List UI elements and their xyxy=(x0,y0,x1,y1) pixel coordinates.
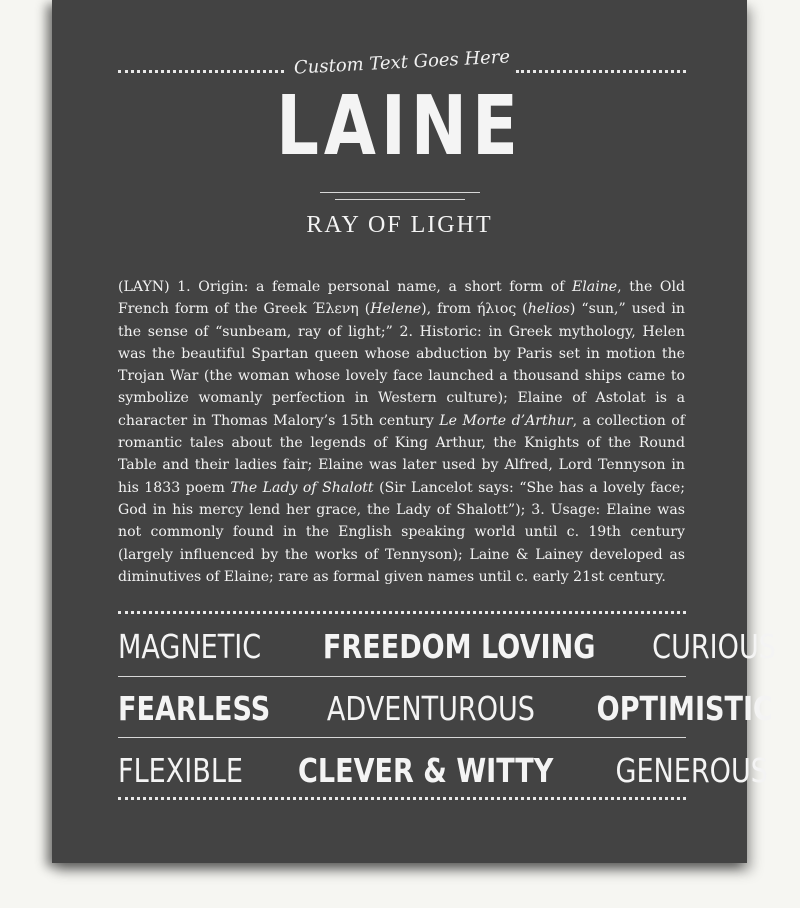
trait-magnetic: MAGNETIC xyxy=(118,626,262,666)
name-definition: (LAYN) 1. Origin: a female personal name, a short form of Elaine, the Old French form of the Greek Έλενη (Helene), from ήλιος (helios) “sun,” used in the sense of “sunbeam, ray of light;” 2. Historic: in Greek mythology, Helen was the beautiful Spartan queen whose abduction by Paris set in motion the Trojan War (the woman whose lovely face launched a thousand ships came to symbolize womanly perfection in Western culture); Elaine of Astolat is a character in Thomas Malory’s 15th century Le Morte d’Arthur, a collection of romantic tales about the legends of King Arthur, the Knights of the Round Table and their ladies fair; Elaine was later used by Alfred, Lord Tennyson in his 1833 poem The Lady of Shalott (Sir Lancelot says: “She has a lovely face; God in his mercy lend her grace, the Lady of Shalott”); 3. Usage: Elaine was not commonly found in the English speaking world until c. 19th century (largely influenced by the works of Tennyson); Laine & Lainey developed as diminutives of Elaine; rare as formal given names until c. early 21st century. xyxy=(118,279,685,585)
traits-dotted-rule-top xyxy=(118,611,686,614)
trait-freedom-loving: FREEDOM LOVING xyxy=(322,626,595,666)
traits-divider-1 xyxy=(118,676,686,677)
name-meaning: RAY OF LIGHT xyxy=(306,212,493,238)
trait-fearless: FEARLESS xyxy=(118,688,271,728)
name-title: LAINE xyxy=(276,79,523,174)
name-underline-bottom xyxy=(335,199,465,200)
traits-row-3 xyxy=(118,748,768,792)
name-poster xyxy=(52,0,776,863)
traits-divider-2 xyxy=(118,737,686,738)
trait-optimistic: OPTIMISTIC xyxy=(596,688,773,728)
trait-curious: CURIOUS xyxy=(652,626,776,666)
header-dotted-rule-right xyxy=(516,70,686,73)
trait-adventurous: ADVENTUROUS xyxy=(326,688,535,728)
trait-clever-witty: CLEVER & WITTY xyxy=(298,750,554,790)
traits-row-1 xyxy=(118,624,776,668)
custom-text: Custom Text Goes Here xyxy=(293,46,511,79)
trait-flexible: FLEXIBLE xyxy=(118,750,243,790)
pronunciation: (LAYN) xyxy=(118,279,170,295)
name-underline-top xyxy=(320,192,480,193)
header-dotted-rule-left xyxy=(118,70,284,73)
traits-row-2 xyxy=(118,686,773,730)
traits-dotted-rule-bottom xyxy=(118,797,686,800)
trait-generous: GENEROUS xyxy=(615,750,768,790)
